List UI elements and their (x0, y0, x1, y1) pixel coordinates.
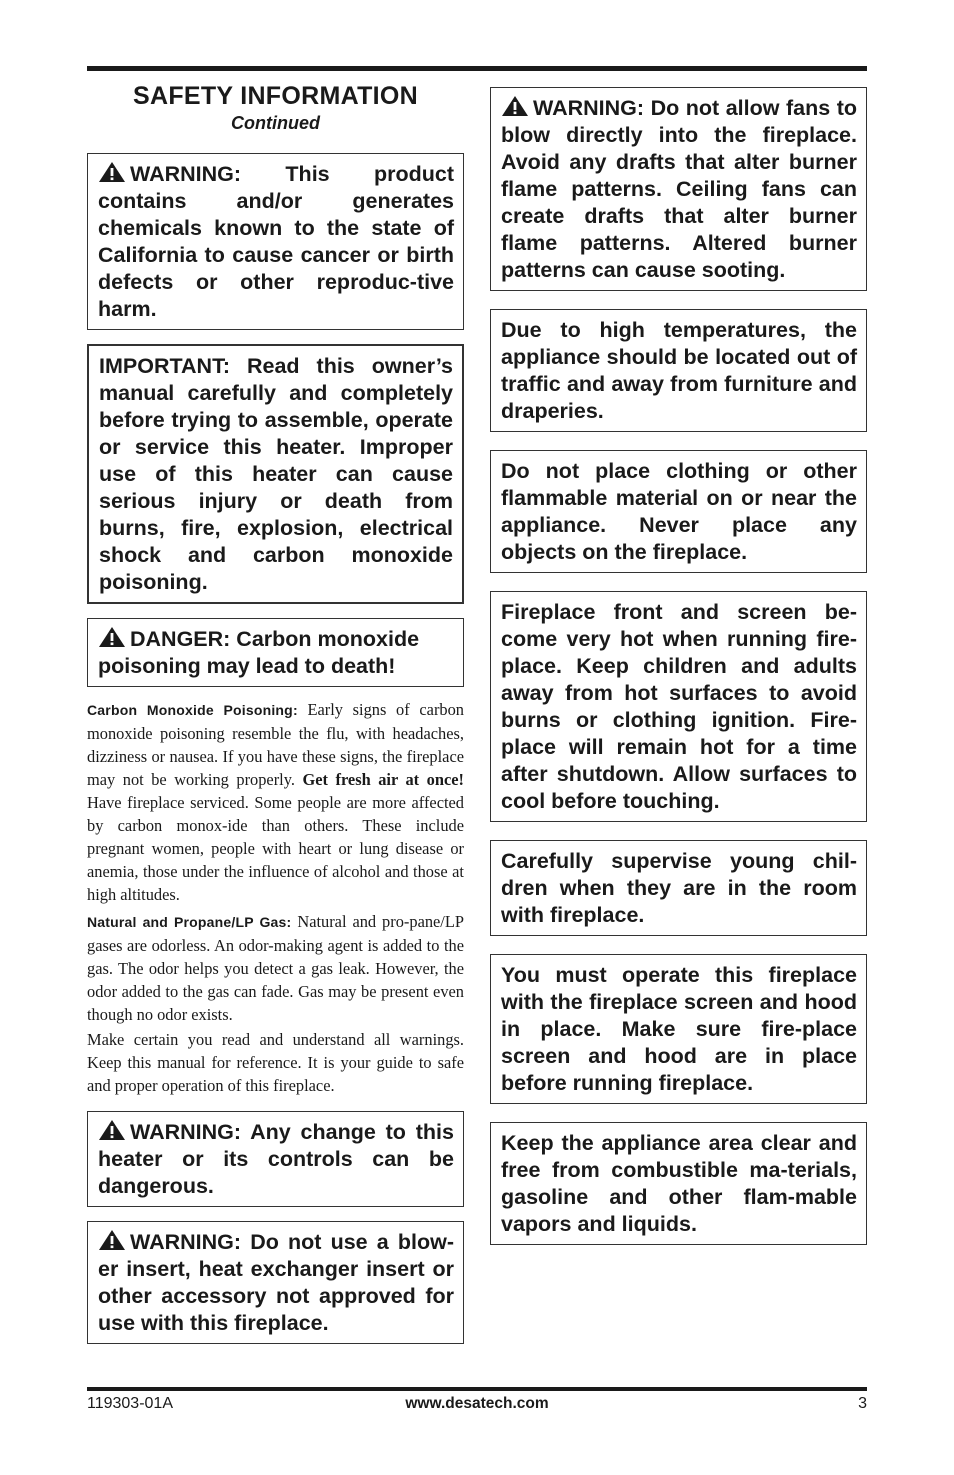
warning-blower-box (87, 1221, 464, 1344)
warning-chemicals-box (87, 153, 464, 330)
warning-triangle-icon (98, 1119, 126, 1141)
page-subtitle: Continued (231, 113, 320, 133)
co-strong: Get fresh air at once! (302, 770, 464, 789)
screen-hood-box (490, 954, 867, 1104)
warning-triangle-icon (501, 95, 529, 117)
temperatures-text: Due to high temperatures, the appliance should be located out of traffic and away from furniture and draperies. (501, 318, 857, 423)
warning-change-text: WARNING: Any change to this heater or its controls can be dangerous. (98, 1120, 454, 1198)
important-box (87, 344, 464, 604)
gas-text: Natural and pro-pane/LP gases are odorless. An odor-making agent is added to the gas. The odor helps you detect a gas leak. However, the odor added to the gas can fade. Gas may be present even though no odor exists. (87, 912, 464, 1024)
temperatures-box (490, 309, 867, 432)
part-number: 119303-01A (87, 1395, 173, 1412)
bottom-rule (87, 1387, 867, 1391)
co-text-2: Have fireplace serviced. Some people are more affected by carbon monox-ide than others. These include pregnant women, people with heart or lung disease or anemia, those under the influence of alcohol and those at high altitudes. (87, 793, 464, 904)
danger-text: DANGER: Carbon monoxide poisoning may lead to death! (98, 627, 420, 678)
warning-change-box (87, 1111, 464, 1207)
gas-paragraph (87, 910, 464, 1026)
clear-area-box (490, 1122, 867, 1245)
co-label: Carbon Monoxide Poisoning: (87, 702, 298, 718)
supervise-box (490, 840, 867, 936)
supervise-text: Carefully supervise young chil-dren when they are in the room with fireplace. (501, 849, 857, 927)
warning-triangle-icon (98, 161, 126, 183)
warning-triangle-icon (98, 1229, 126, 1251)
right-column (490, 87, 867, 1245)
screen-hood-text: You must operate this fireplace with the fireplace screen and hood in place. Make sure fire-place screen and hood are in place before running fireplace. (501, 963, 857, 1095)
warning-blower-text: WARNING: Do not use a blow-er insert, heat exchanger insert or other accessory not approved for use with this fireplace. (98, 1230, 454, 1335)
warning-chemicals-text: WARNING: This product contains and/or generates chemicals known to the state of California to cause cancer or birth defects or other reproduc-tive harm. (98, 162, 454, 321)
important-text: IMPORTANT: Read this owner’s manual carefully and completely before trying to assemble, operate or service this heater. Improper use of this heater can cause serious injury or death from burns, fire, explosion, electrical shock and carbon monoxide poisoning. (99, 354, 453, 594)
clear-area-text: Keep the appliance area clear and free from combustible ma-terials, gasoline and other flam-mable vapors and liquids. (501, 1131, 857, 1236)
gas-label: Natural and Propane/LP Gas: (87, 914, 292, 930)
hot-front-box (490, 591, 867, 822)
warning-fans-box (490, 87, 867, 291)
top-rule (87, 66, 867, 71)
hot-front-text: Fireplace front and screen be-come very hot when running fire-place. Keep children and adults away from hot surfaces to avoid burns or clothing ignition. Fire-place will remain hot for a time after shutdown. Allow surfaces to cool before touching. (501, 600, 857, 813)
warning-triangle-icon (98, 626, 126, 648)
website-link[interactable]: www.desatech.com (405, 1395, 549, 1412)
left-column (87, 82, 464, 1344)
clothing-box (490, 450, 867, 573)
clothing-text: Do not place clothing or other flammable material on or near the appliance. Never place any objects on the fireplace. (501, 459, 857, 564)
warning-fans-text: WARNING: Do not allow fans to blow directly into the fireplace. Avoid any drafts that alter burner flame patterns. Ceiling fans can create drafts that alter burner flame patterns. Altered burner patterns can cause sooting. (501, 96, 857, 282)
page-number: 3 (858, 1395, 867, 1412)
co-text-1: Early signs of carbon monoxide poisoning resemble the flu, with headaches, dizziness or nausea. If you have these signs, the fireplace may not be working properly. (87, 700, 464, 789)
danger-box (87, 618, 464, 687)
co-paragraph (87, 698, 464, 906)
reference-paragraph: Make certain you read and understand all warnings. Keep this manual for reference. It is your guide to safe and proper operation of this fireplace. (87, 1030, 464, 1095)
page-title: SAFETY INFORMATION (132, 82, 419, 110)
